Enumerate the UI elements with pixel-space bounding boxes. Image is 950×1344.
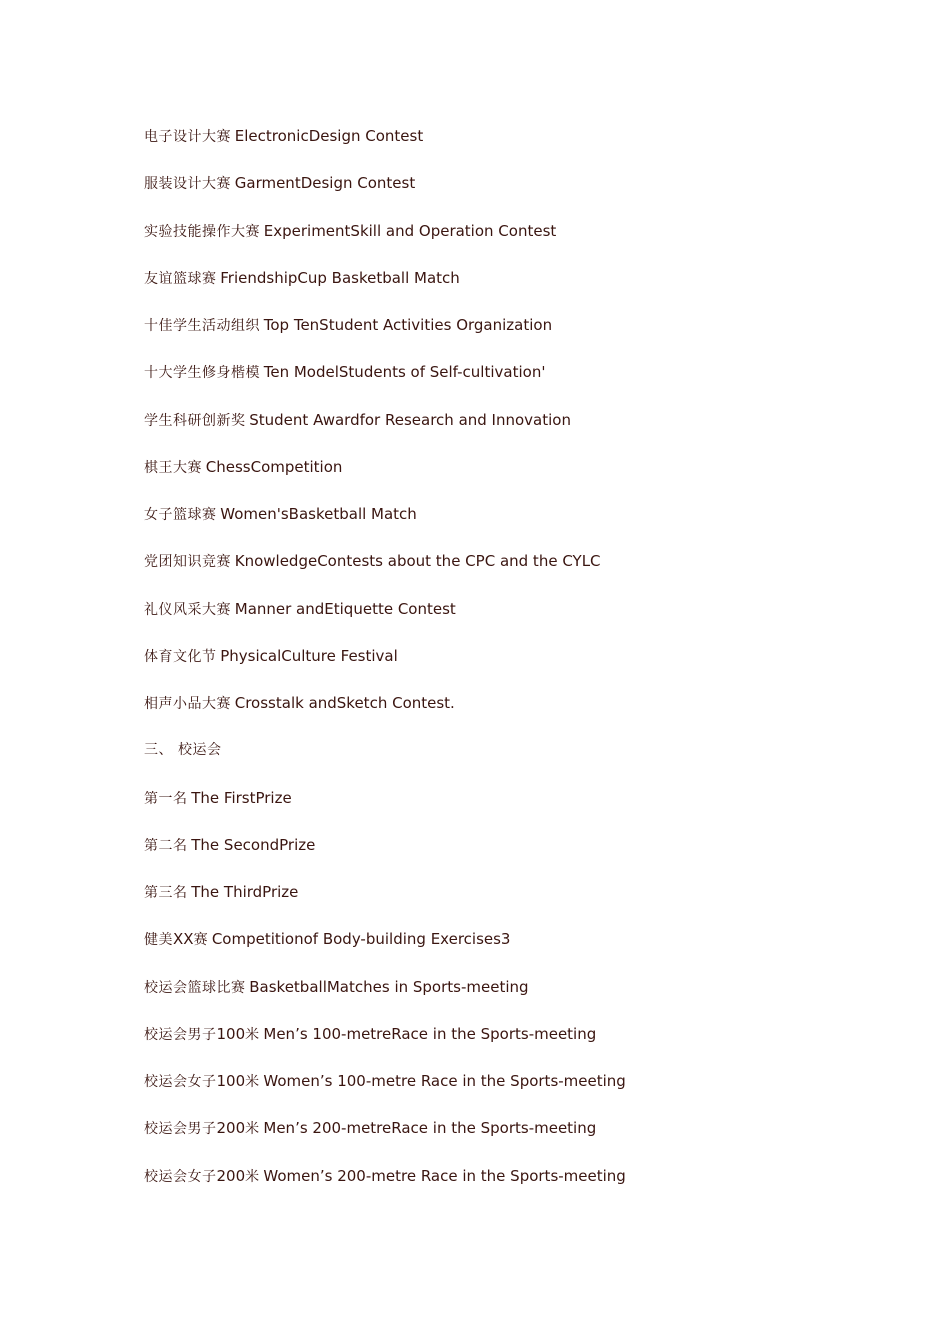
line-zh: 党团知识竞赛 (144, 554, 231, 571)
line-mens-100m (144, 1022, 626, 1069)
line-en: 200 (216, 1166, 246, 1185)
line-zh: 校运会女子 (144, 1074, 217, 1090)
line-zh: 棋王大赛 (144, 459, 202, 476)
line-en: Women'sBasketball Match (220, 505, 417, 523)
line-knowledge-contest (144, 549, 626, 596)
line-en: Men’s 100-metreRace in the Sports-meeting (263, 1024, 597, 1043)
line-zh: 电子设计大赛 (144, 129, 231, 145)
line-second-prize (144, 833, 626, 880)
line-en: 200 (216, 1119, 246, 1138)
line-garment-design (144, 171, 626, 218)
document-lines (144, 124, 626, 1211)
line-mens-200m (144, 1116, 626, 1163)
line-zh: 体育文化节 (144, 648, 217, 665)
line-zh: 十大学生修身楷模 (144, 365, 260, 382)
line-zh: 校运会男子 (144, 1121, 217, 1138)
line-zh: 学生科研创新奖 (144, 412, 246, 429)
line-crosstalk-sketch (144, 691, 626, 738)
line-en: Ten ModelStudents of Self-cultivation' (263, 363, 546, 382)
line-en: Crosstalk andSketch Contest. (234, 694, 455, 712)
line-en: The SecondPrize (191, 835, 316, 854)
line-en: ExperimentSkill and Operation Contest (263, 221, 557, 240)
line-en: Women’s 100-metre Race in the Sports-meeting (263, 1072, 626, 1090)
line-en: Competitionof Body-building Exercises3 (211, 930, 511, 949)
section-heading-text: 三、 校运会 (144, 742, 222, 759)
line-zh: 米 (245, 1074, 260, 1090)
line-basketball-sports-meeting (144, 975, 626, 1022)
line-womens-basketball (144, 502, 626, 549)
line-en: The ThirdPrize (191, 883, 299, 901)
line-zh: 米 (245, 1026, 260, 1043)
line-friendship-cup (144, 266, 626, 313)
line-en: Men’s 200-metreRace in the Sports-meeting (263, 1119, 597, 1138)
line-en: ChessCompetition (205, 457, 343, 476)
line-electronic-design (144, 124, 626, 171)
line-en: KnowledgeContests about the CPC and the CYLC (234, 552, 601, 571)
line-ten-model-students (144, 360, 626, 407)
line-en: Student Awardfor Research and Innovation (249, 410, 571, 429)
line-en: GarmentDesign Contest (234, 174, 416, 193)
line-en: BasketballMatches in Sports-meeting (249, 977, 529, 996)
section-heading-sports-meeting (144, 738, 626, 785)
line-en: FriendshipCup Basketball Match (220, 268, 460, 287)
line-zh: 健美 (144, 932, 173, 949)
line-zh: 米 (245, 1121, 260, 1138)
line-third-prize (144, 880, 626, 927)
line-en: 100 (216, 1072, 246, 1090)
line-zh: 第三名 (144, 885, 188, 901)
line-en: 100 (216, 1024, 246, 1043)
line-zh: 赛 (193, 932, 209, 949)
line-zh: 友谊篮球赛 (144, 270, 217, 287)
line-research-innovation (144, 408, 626, 455)
line-zh: 第二名 (144, 837, 188, 854)
line-zh: 服装设计大赛 (144, 176, 231, 193)
line-chess-competition (144, 455, 626, 502)
line-zh: 米 (245, 1168, 260, 1185)
line-bodybuilding (144, 927, 626, 974)
line-first-prize (144, 786, 626, 833)
line-en: XX (173, 930, 194, 949)
line-zh: 十佳学生活动组织 (144, 318, 260, 334)
line-en: Top TenStudent Activities Organization (263, 316, 553, 334)
line-en: Manner andEtiquette Contest (234, 599, 456, 618)
line-zh: 校运会篮球比赛 (144, 979, 246, 996)
line-en: Women’s 200-metre Race in the Sports-meeting (263, 1166, 626, 1185)
line-zh: 女子篮球赛 (144, 507, 217, 523)
line-manner-etiquette (144, 597, 626, 644)
line-en: ElectronicDesign Contest (234, 127, 424, 145)
line-experiment-skill (144, 219, 626, 266)
line-en: The FirstPrize (191, 788, 292, 807)
line-zh: 第一名 (144, 790, 188, 807)
line-womens-100m (144, 1069, 626, 1116)
line-zh: 礼仪风采大赛 (144, 601, 231, 618)
line-zh: 校运会男子 (144, 1026, 217, 1043)
line-en: PhysicalCulture Festival (220, 646, 398, 665)
line-zh: 校运会女子 (144, 1168, 217, 1185)
line-physical-culture (144, 644, 626, 691)
line-top-ten-activities (144, 313, 626, 360)
line-zh: 相声小品大赛 (144, 696, 231, 712)
line-womens-200m (144, 1164, 626, 1211)
line-zh: 实验技能操作大赛 (144, 223, 260, 240)
